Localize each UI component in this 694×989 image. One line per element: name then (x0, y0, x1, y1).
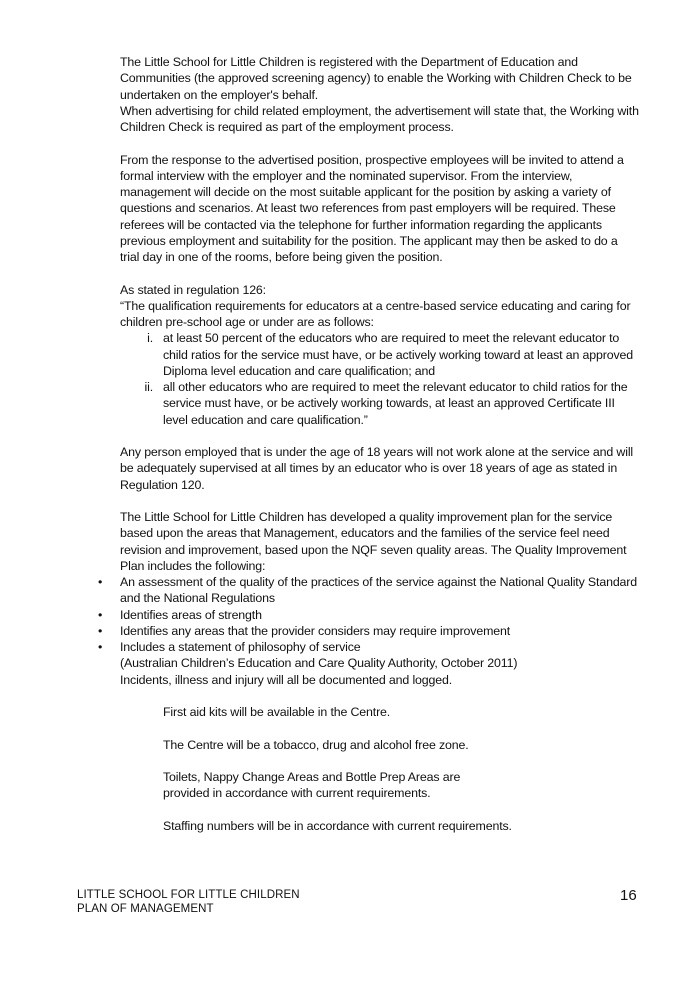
registration-paragraph: The Little School for Little Children is registered with the Department of Education and Communities (the approved screening agency) to enable the Working with Children Check to be undertaken on the employer's behalf. (120, 55, 632, 102)
under-18-paragraph: Any person employed that is under the age of 18 years will not work alone at the service and will be adequately supervised at all times by an educator who is over 18 years of age as stated in Regulation 120. (120, 445, 634, 492)
list-item (98, 574, 640, 607)
footer-subtitle: PLAN OF MANAGEMENT (77, 902, 214, 915)
regulation-intro: As stated in regulation 126: (120, 282, 266, 297)
bullet-icon: • (98, 640, 103, 654)
page-number: 16 (620, 887, 637, 904)
list-item (98, 623, 640, 639)
qualification-list (120, 330, 640, 428)
quality-plan-bullets (98, 574, 640, 655)
quality-plan-paragraph: The Little School for Little Children has developed a quality improvement plan for the service based upon the areas that Management, educators and the families of the service feel need revision and improvement, based upon the NQF seven quality areas. The Quality Improvement Plan includes the following: (120, 510, 627, 573)
bullet-icon: • (98, 575, 103, 589)
list-item (98, 639, 640, 655)
interview-paragraph: From the response to the advertised position, prospective employees will be invited to attend a formal interview with the employer and the nominated supervisor. From the interview, management will decide on the most suitable applicant for the position by asking a variety of questions and scenarios. At least two references from past employers will be required. These referees will be contacted via the telephone for further information regarding the applicants previous employment and suitability for the position. The applicant may then be asked to do a trial day in one of the rooms, before being given the position. (120, 152, 624, 264)
advertising-paragraph: When advertising for child related employment, the advertisement will state that, the Working with Children Check is required as part of the employment process. (120, 103, 639, 134)
list-item (120, 379, 640, 428)
list-item (120, 330, 640, 379)
list-item-text: at least 50 percent of the educators who are required to meet the relevant educator to child ratios for the service must have, or be actively working toward at least an approved Diploma level education and care qualification; and (163, 331, 633, 378)
bullet-icon: • (98, 607, 103, 622)
incidents-paragraph: Incidents, illness and injury will all be documented and logged. (120, 672, 453, 687)
list-item (98, 607, 640, 623)
source-citation: (Australian Children’s Education and Care Quality Authority, October 2011) (120, 656, 518, 671)
qualification-quote-intro: “The qualification requirements for educators at a centre-based service educating and caring for children pre-school age or under are as follows: (120, 298, 631, 329)
list-item-text: Identifies any areas that the provider considers may require improvement (120, 623, 511, 638)
list-number: i. (147, 331, 153, 346)
list-item-text: Includes a statement of philosophy of service (120, 640, 361, 654)
footer-title: LITTLE SCHOOL FOR LITTLE CHILDREN (77, 889, 300, 901)
list-item-text: An assessment of the quality of the practices of the service against the National Quality Standard and the National Regulations (120, 575, 638, 606)
document-body (98, 54, 640, 834)
toilets-line-1: Toilets, Nappy Change Areas and Bottle Prep Areas are (163, 770, 461, 784)
list-item-text: Identifies areas of strength (120, 607, 262, 622)
list-item-text: all other educators who are required to meet the relevant educator to child ratios for the service must have, or be actively working towards, at least an approved Certificate III level education and care qualification.” (163, 380, 628, 427)
bullet-icon: • (98, 623, 103, 638)
first-aid-paragraph: First aid kits will be available in the Centre. (163, 705, 391, 719)
toilets-line-2: provided in accordance with current requirements. (163, 786, 431, 801)
list-number: ii. (144, 380, 153, 394)
staffing-paragraph: Staffing numbers will be in accordance with current requirements. (163, 818, 512, 833)
page-footer (77, 889, 300, 916)
tobacco-paragraph: The Centre will be a tobacco, drug and alcohol free zone. (163, 737, 469, 752)
